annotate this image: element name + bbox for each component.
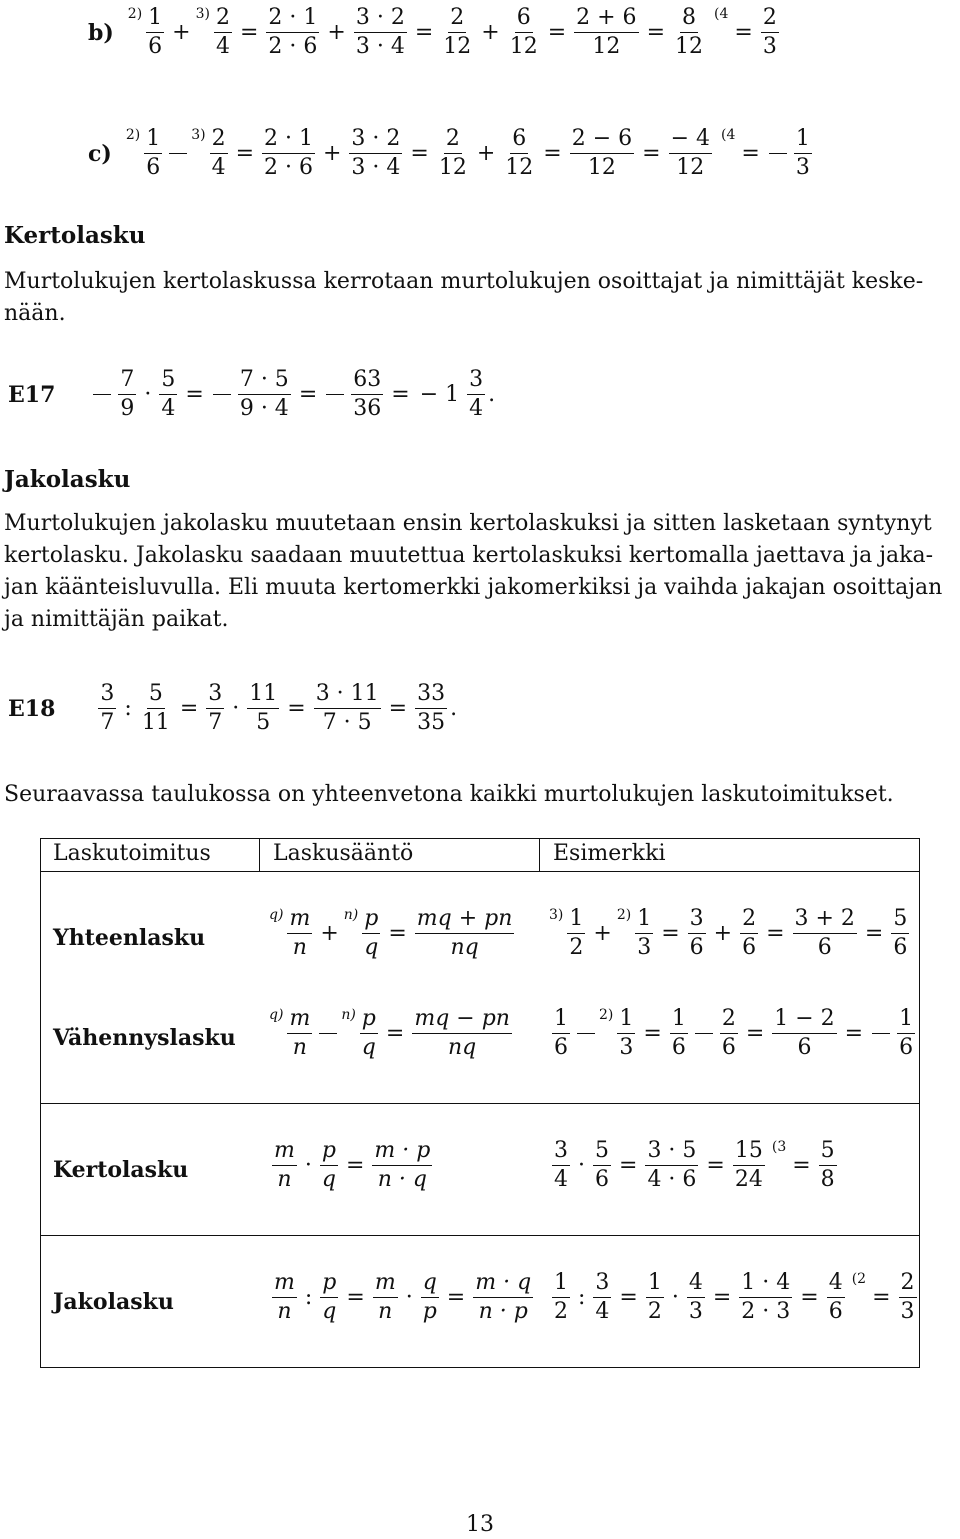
fraction: $\frac{63}{36}$ [353,367,382,421]
example-e17: E17 $\frac{7}{9}$ · $\frac{5}{4}$ = $\frac{7 \cdot 5}{9 \cdot 4}$ = $\frac{63}{36}$ = − 1 $\frac{3}{4}$ . [8,367,496,421]
fraction: $\frac{3}{4}$ [595,1270,610,1324]
fraction: $\frac{m \cdot q}{n \cdot p}$ [475,1270,532,1324]
fraction: $\frac{8}{12}$ [675,5,703,59]
fraction: $\frac{4}{6}$ [828,1270,843,1324]
fraction: $\frac{m}{n}$ [274,1270,295,1324]
fraction: $\frac{5}{4}$ [161,367,176,421]
fraction: $\frac{3 \cdot 2}{3 \cdot 4}$ [355,5,405,59]
fraction: $\frac{2}{6}$ [721,1006,736,1060]
fraction: $\frac{p}{q}$ [361,1006,376,1060]
fraction: $\frac{1 - 2}{6}$ [774,1006,835,1060]
fraction: $\frac{1}{6}$ [148,5,163,59]
example-subtraction: $\frac{1}{6}$ 2) $\frac{1}{3}$ = $\frac{1}{6}$ $\frac{2}{6}$ = $\frac{1 - 2}{6}$ = $\frac{1}{6}$ [554,1006,914,1060]
fraction: $\frac{5}{8}$ [820,1138,835,1192]
fraction: $\frac{p}{q}$ [322,1270,337,1324]
fraction: $\frac{m}{n}$ [374,1270,396,1324]
jakolasku-paragraph [4,508,956,636]
example-e18-label: E18 [8,695,56,722]
fraction: $\frac{mq - pn}{nq}$ [414,1006,510,1060]
fraction: $\frac{6}{12}$ [509,5,538,59]
example-addition: 3) $\frac{1}{2}$ + 2) $\frac{1}{3}$ = $\frac{3}{6}$ + $\frac{2}{6}$ = $\frac{3 + 2}{6}$ = $\frac{5}{6}$ [549,906,908,960]
fraction: $\frac{4}{3}$ [688,1270,703,1324]
example-division: $\frac{1}{2}$ : $\frac{3}{4}$ = $\frac{1}{2}$ · $\frac{4}{3}$ = $\frac{1 \cdot 4}{2 \cdot 3}$ = $\frac{4}{6}$ (2 = $\frac{2}{3}$ [554,1270,915,1324]
fraction: $\frac{3}{7}$ [100,681,115,735]
fraction: $\frac{1}{3}$ [619,1006,634,1060]
example-e17-label: E17 [8,381,56,408]
kertolasku-heading: Kertolasku [4,222,146,249]
fraction: $\frac{2}{12}$ [443,5,472,59]
fraction: $\frac{33}{35}$ [417,681,446,735]
example-b-label: b) [88,19,114,46]
summary-text: Seuraavassa taulukossa on yhteenvetona kaikki murtolukujen laskutoimitukset. [4,782,894,807]
fraction: $\frac{5}{6}$ [595,1138,609,1192]
text-line: ja nimittäjän paikat. [4,607,229,632]
page-number: 13 [466,1512,494,1537]
fraction: $\frac{7}{9}$ [120,367,135,421]
text-line: kertolasku. Jakolasku saadaan muutettua kertolaskuksi kertomalla jaettava ja jaka- [4,543,934,568]
fraction: $\frac{3 + 2}{6}$ [794,906,855,960]
fraction: $\frac{p}{q}$ [364,906,379,960]
fraction: $\frac{m}{n}$ [274,1138,295,1192]
fraction: $\frac{1}{6}$ [554,1006,568,1060]
kertolasku-paragraph [4,266,956,330]
example-multiplication: $\frac{3}{4}$ · $\frac{5}{6}$ = $\frac{3 \cdot 5}{4 \cdot 6}$ = $\frac{15}{24}$ (3 = $\frac{5}{8}$ [554,1138,835,1192]
summary-table [40,838,920,1368]
fraction: $\frac{2}{4}$ [211,126,226,180]
fraction: $\frac{m \cdot p}{n \cdot q}$ [374,1138,431,1192]
text-line: Murtolukujen jakolasku muutetaan ensin kertolaskuksi ja sitten lasketaan syntynyt [4,511,932,536]
jakolasku-heading: Jakolasku [4,466,131,493]
fraction: $\frac{5}{6}$ [893,906,908,960]
fraction: $\frac{15}{24}$ [734,1138,763,1192]
fraction: $\frac{5}{11}$ [141,681,170,735]
fraction: $\frac{1}{3}$ [795,126,810,180]
fraction: $\frac{1}{2}$ [647,1270,662,1324]
fraction: $\frac{1}{6}$ [671,1006,686,1060]
fraction: $\frac{1 \cdot 4}{2 \cdot 3}$ [741,1270,791,1324]
text-line: jan käänteisluvulla. Eli muuta kertomerkki jakomerkiksi ja vaihda jakajan osoittajan [4,575,943,600]
example-b: b) 2) $\frac{1}{6}$ + 3) $\frac{2}{4}$ = $\frac{2 \cdot 1}{2 \cdot 6}$ + $\frac{3 \cdot 2}{3 \cdot 4}$ = $\frac{2}{12}$ + $\frac{6}{12}$ = $\frac{2 + 6}{12}$ = $\frac{8}{12}$ (4 = $\frac{2}{3}$ [88,5,777,59]
fraction: $\frac{1}{6}$ [146,126,161,180]
rule-division: $\frac{m}{n}$ : $\frac{p}{q}$ = $\frac{m}{n}$ · $\frac{q}{p}$ = $\frac{m \cdot q}{n \cdot p}$ [274,1270,532,1324]
table-row-label: Jakolasku [53,1289,174,1315]
fraction: $\frac{2}{6}$ [742,906,757,960]
fraction: $\frac{m}{n}$ [289,1006,311,1060]
table-header: Laskutoimitus [53,841,211,866]
table-row-label: Kertolasku [53,1157,189,1183]
text-line: nään. [4,301,66,326]
fraction: $\frac{2 + 6}{12}$ [576,5,637,59]
fraction: $\frac{1}{6}$ [899,1006,914,1060]
fraction: $\frac{3 \cdot 11}{7 \cdot 5}$ [315,681,379,735]
fraction: $\frac{2 \cdot 1}{2 \cdot 6}$ [264,126,313,180]
text-line: Murtolukujen kertolaskussa kerrotaan murtolukujen osoittajat ja nimittäjät keske- [4,269,924,294]
fraction: $\frac{2}{3}$ [762,5,777,59]
fraction: $\frac{p}{q}$ [321,1138,336,1192]
fraction: $\frac{2 \cdot 1}{2 \cdot 6}$ [268,5,318,59]
fraction: $\frac{m}{n}$ [289,906,311,960]
table-row-label: Vähennyslasku [53,1025,236,1051]
fraction: $\frac{6}{12}$ [505,126,534,180]
rule-multiplication: $\frac{m}{n}$ · $\frac{p}{q}$ = $\frac{m \cdot p}{n \cdot q}$ [274,1138,431,1192]
fraction: $\frac{2}{3}$ [900,1270,915,1324]
fraction: $\frac{3 \cdot 2}{3 \cdot 4}$ [351,126,401,180]
fraction: $\frac{1}{2}$ [569,906,584,960]
example-c: c) 2) $\frac{1}{6}$ 3) $\frac{2}{4}$ = $\frac{2 \cdot 1}{2 \cdot 6}$ + $\frac{3 \cdot 2}{3 \cdot 4}$ = $\frac{2}{12}$ + $\frac{6}{12}$ = $\frac{2 - 6}{12}$ = $\frac{- 4}{12}$ (4 = $\frac{1}{3}$ [88,126,810,180]
table-row-label: Yhteenlasku [53,925,206,951]
rule-subtraction: q) $\frac{m}{n}$ n) $\frac{p}{q}$ = $\frac{mq - pn}{nq}$ [269,1006,510,1060]
fraction: $\frac{11}{5}$ [249,681,278,735]
fraction: $\frac{2}{4}$ [215,5,230,59]
fraction: $\frac{3}{6}$ [689,906,704,960]
example-c-label: c) [88,140,112,167]
fraction: $\frac{3 \cdot 5}{4 \cdot 6}$ [647,1138,697,1192]
fraction: $\frac{- 4}{12}$ [670,126,711,180]
fraction: $\frac{7 \cdot 5}{9 \cdot 4}$ [239,367,289,421]
example-e18: E18 $\frac{3}{7}$ : $\frac{5}{11}$ = $\frac{3}{7}$ · $\frac{11}{5}$ = $\frac{3 \cdot 11}{7 \cdot 5}$ = $\frac{33}{35}$ . [8,681,458,735]
fraction: $\frac{3}{4}$ [554,1138,568,1192]
fraction: $\frac{3}{4}$ [469,367,484,421]
fraction: $\frac{q}{p}$ [422,1270,437,1324]
table-header: Laskusääntö [273,841,414,866]
fraction: $\frac{2 - 6}{12}$ [571,126,633,180]
fraction: $\frac{2}{12}$ [438,126,467,180]
fraction: $\frac{3}{7}$ [208,681,223,735]
table-header: Esimerkki [553,841,666,866]
fraction: $\frac{1}{2}$ [554,1270,568,1324]
fraction: $\frac{mq + pn}{nq}$ [416,906,513,960]
rule-addition: q) $\frac{m}{n}$ + n) $\frac{p}{q}$ = $\frac{mq + pn}{nq}$ [269,906,513,960]
fraction: $\frac{1}{3}$ [637,906,652,960]
